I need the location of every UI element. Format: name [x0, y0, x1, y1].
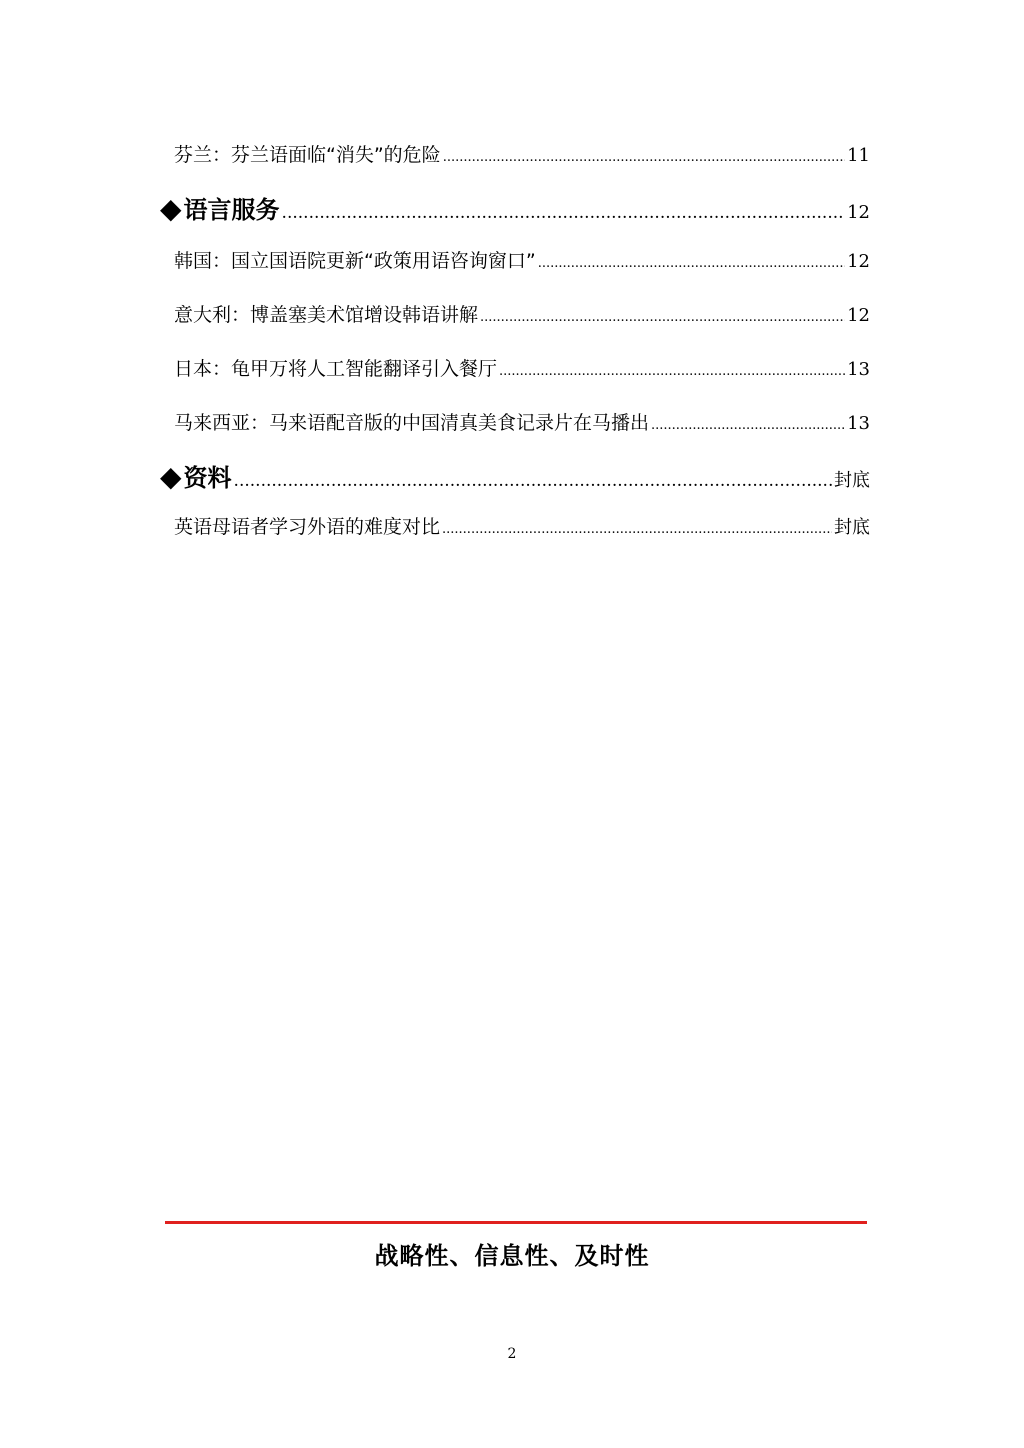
toc-page-number: 12: [847, 202, 870, 223]
toc-entry[interactable]: [174, 354, 870, 381]
toc-leader-dots: [443, 150, 845, 165]
toc-page-number: 13: [847, 359, 870, 380]
footer-divider: [165, 1221, 867, 1224]
toc-section-heading[interactable]: [160, 190, 870, 225]
toc-entry-title: 意大利：博盖塞美术馆增设韩语讲解: [174, 304, 479, 326]
toc-entry-title: 芬兰：芬兰语面临“消失”的危险: [174, 144, 441, 166]
toc-page-number: 12: [847, 305, 870, 326]
diamond-bullet-icon: ◆: [160, 192, 182, 225]
toc-entry-title: 英语母语者学习外语的难度对比: [174, 516, 441, 538]
toc-section-title: 资料: [183, 464, 232, 492]
footer-slogan: 战略性、信息性、及时性: [374, 1241, 650, 1270]
toc-page-number: 13: [847, 413, 870, 434]
toc-leader-dots: [651, 418, 845, 433]
diamond-bullet-icon: ◆: [160, 460, 182, 493]
toc-page-number: 11: [847, 145, 870, 166]
page-number: 2: [507, 1346, 517, 1362]
toc-leader-dots: [442, 522, 832, 537]
toc-leader-dots: [480, 310, 845, 325]
toc-page-number: 12: [847, 251, 870, 272]
toc-entry-title: 韩国：国立国语院更新“政策用语咨询窗口”: [174, 250, 536, 272]
toc-entry[interactable]: [174, 246, 870, 273]
toc-leader-dots: [282, 203, 846, 223]
toc-entry-title: 日本：龟甲万将人工智能翻译引入餐厅: [174, 358, 498, 380]
toc-entry-title: 马来西亚：马来语配音版的中国清真美食记录片在马播出: [174, 412, 650, 434]
toc-page-number: 封底: [834, 470, 870, 491]
toc-entry[interactable]: [174, 140, 870, 167]
toc-entry[interactable]: [174, 408, 870, 435]
toc-page-number: 封底: [834, 517, 870, 538]
toc-entry[interactable]: [174, 512, 870, 539]
toc-leader-dots: [538, 256, 845, 271]
toc-section-heading[interactable]: [160, 458, 870, 493]
toc-leader-dots: [499, 364, 845, 379]
toc-leader-dots: [234, 471, 832, 491]
toc-section-title: 语言服务: [183, 196, 280, 224]
toc-entry[interactable]: [174, 300, 870, 327]
